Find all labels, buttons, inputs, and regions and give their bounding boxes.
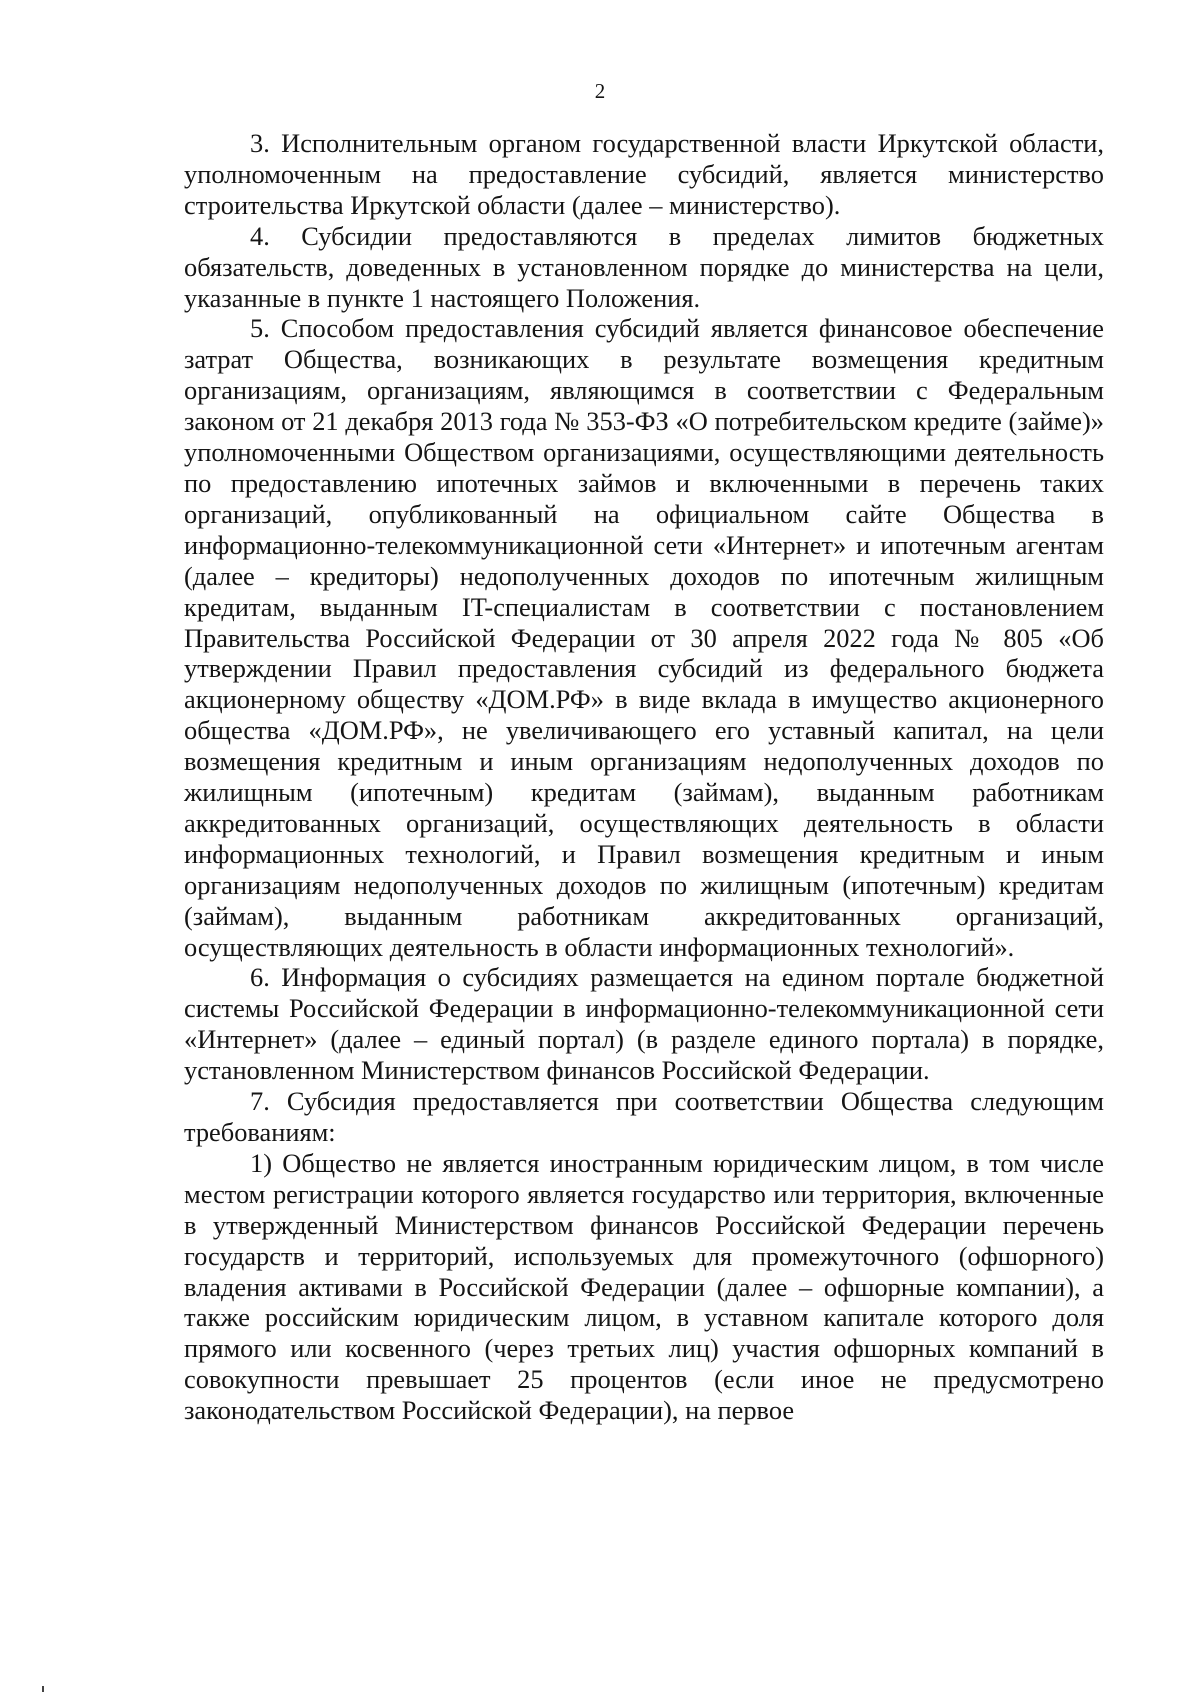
paragraph-7: 7. Субсидия предоставляется при соответствии Общества следующим требованиям: — [184, 1086, 1104, 1147]
scan-mark — [42, 1686, 44, 1692]
paragraph-3: 3. Исполнительным органом государственной власти Иркутской области, уполномоченным на предоставление субсидий, является министерство строительства Иркутской области (далее – министерство). — [184, 128, 1104, 220]
paragraph-6: 6. Информация о субсидиях размещается на едином портале бюджетной системы Российской Федерации в информационно-телекоммуникационной сети «Интернет» (далее – единый портал) (в разделе единого портала) в порядке, установленном Министерством финансов Российской Федерации. — [184, 962, 1104, 1086]
document-body — [184, 128, 1104, 1426]
page-number: 2 — [594, 79, 606, 103]
paragraph-4: 4. Субсидии предоставляются в пределах лимитов бюджетных обязательств, доведенных в установленном порядке до министерства на цели, указанные в пункте 1 настоящего Положения. — [184, 220, 1104, 313]
paragraph-7-item-1: 1) Общество не является иностранным юридическим лицом, в том числе местом регистрации которого является государство или территория, включенные в утвержденный Министерством финансов Российской Федерации перечень государств и территорий, используемых для промежуточного (офшорного) владения активами в Российской Федерации (далее – офшорные компании), а также российским юридическим лицом, в уставном капитале которого доля прямого или косвенного (через третьих лиц) участия офшорных компаний в совокупности превышает 25 процентов (если иное не предусмотрено законодательством Российской Федерации), на первое — [184, 1147, 1104, 1426]
paragraph-5: 5. Способом предоставления субсидий является финансовое обеспечение затрат Общества, возникающих в результате возмещения кредитным организациям, организациям, являющимся в соответствии с Федеральным законом от 21 декабря 2013 года № 353-ФЗ «О потребительском кредите (займе)» уполномоченными Обществом организациями, осуществляющими деятельность по предоставлению ипотечных займов и включенными в перечень таких организаций, опубликованный на официальном сайте Общества в информационно-телекоммуникационной сети «Интернет» и ипотечным агентам (далее – кредиторы) недополученных доходов по ипотечным жилищным кредитам, выданным IT-специалистам в соответствии с постановлением Правительства Российской Федерации от 30 апреля 2022 года № 805 «Об утверждении Правил предоставления субсидий из федерального бюджета акционерному обществу «ДОМ.РФ» в виде вклада в имущество акционерного общества «ДОМ.РФ», не увеличивающего его уставный капитал, на цели возмещения кредитным и иным организациям недополученных доходов по жилищным (ипотечным) кредитам (займам), выданным работникам аккредитованных организаций, осуществляющих деятельность в области информационных технологий, и Правил возмещения кредитным и иным организациям недополученных доходов по жилищным (ипотечным) кредитам (займам), выданным работникам аккредитованных организаций, осуществляющих деятельность в области информационных технологий». — [184, 313, 1104, 962]
